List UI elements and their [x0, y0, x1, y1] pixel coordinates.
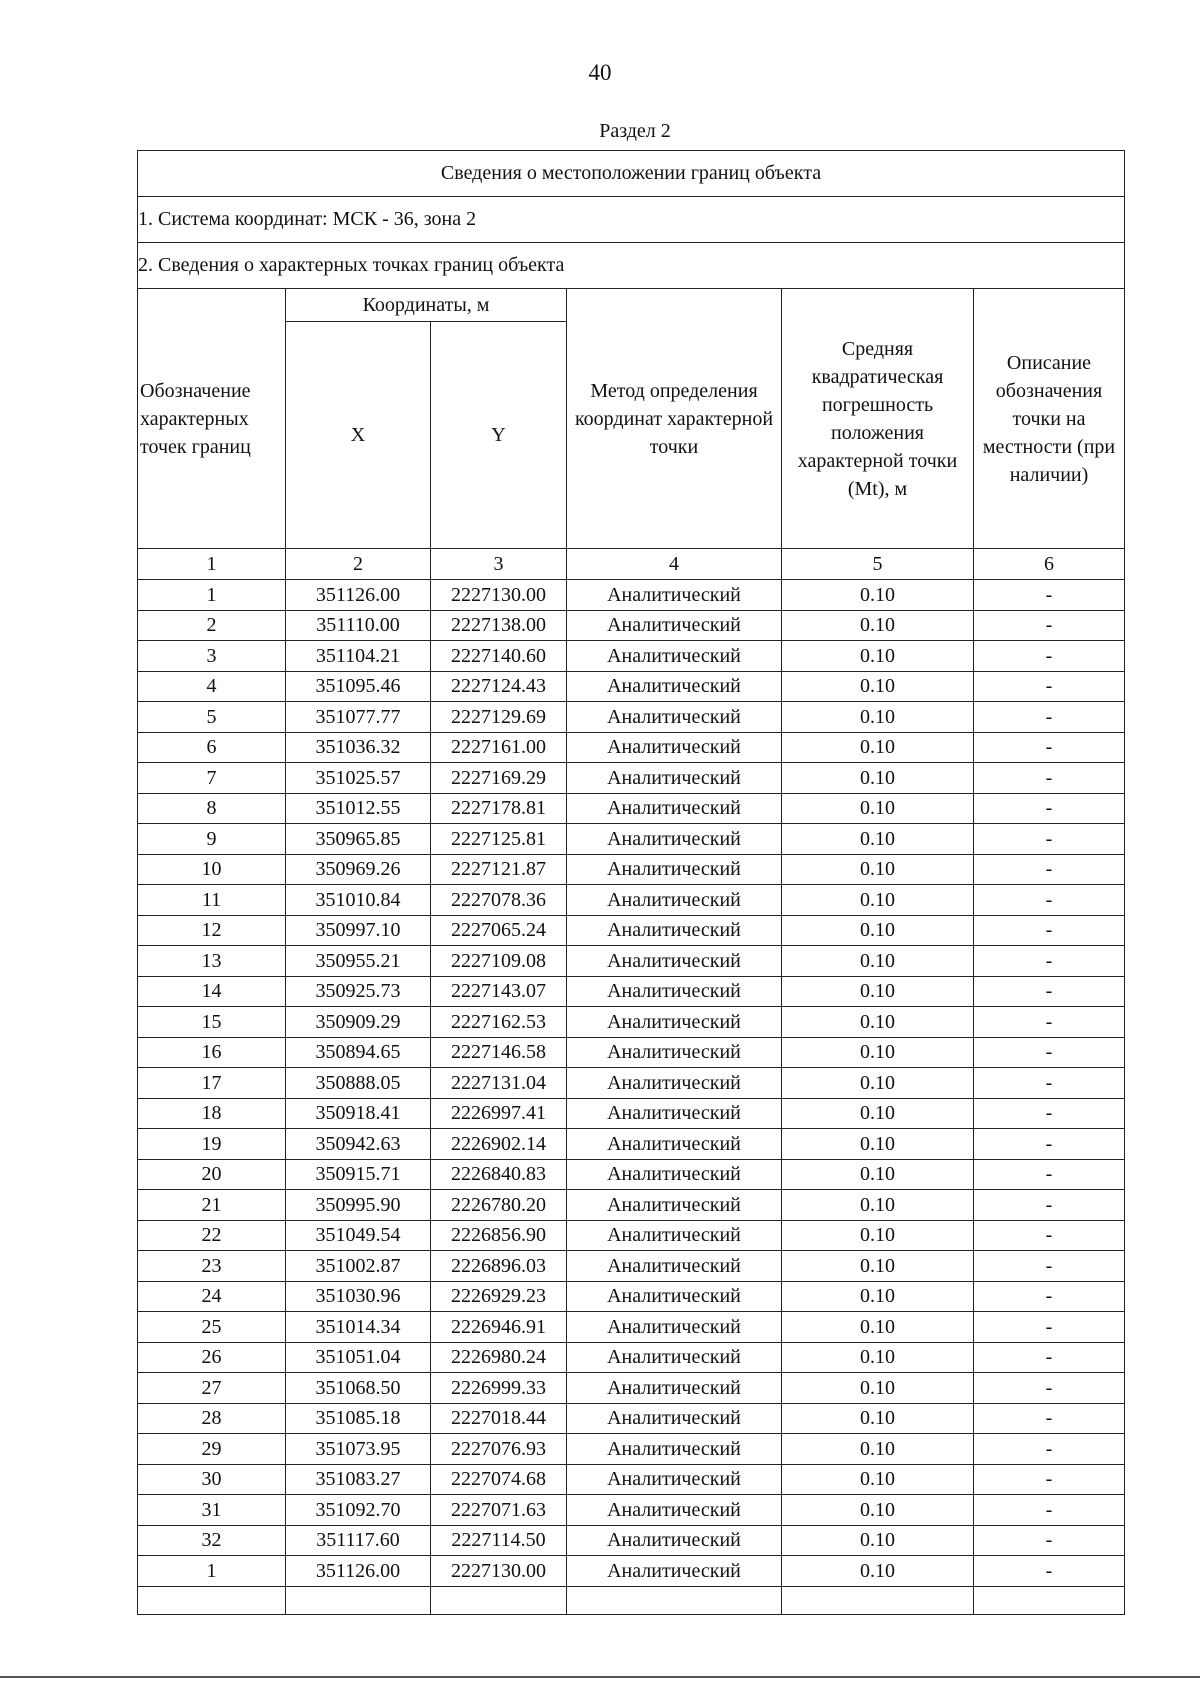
- table-row: [138, 1434, 1125, 1465]
- x-coordinate-cell: 351036.32: [286, 732, 431, 763]
- point-id-cell: 1: [138, 580, 286, 611]
- method-cell: Аналитический: [567, 1525, 782, 1556]
- table-row: [138, 1403, 1125, 1434]
- x-coordinate-cell: 351068.50: [286, 1373, 431, 1404]
- point-id-cell: 3: [138, 641, 286, 672]
- point-id-cell: 29: [138, 1434, 286, 1465]
- error-cell: 0.10: [782, 1281, 974, 1312]
- point-id-cell: 11: [138, 885, 286, 916]
- empty-cell: [431, 1586, 567, 1614]
- description-cell: -: [974, 641, 1125, 672]
- point-id-cell: 1: [138, 1556, 286, 1587]
- point-id-cell: 32: [138, 1525, 286, 1556]
- error-cell: 0.10: [782, 946, 974, 977]
- description-cell: -: [974, 1190, 1125, 1221]
- point-id-cell: 22: [138, 1220, 286, 1251]
- method-cell: Аналитический: [567, 1129, 782, 1160]
- method-cell: Аналитический: [567, 1251, 782, 1282]
- description-cell: -: [974, 1068, 1125, 1099]
- method-cell: Аналитический: [567, 976, 782, 1007]
- column-number: 1: [138, 549, 286, 580]
- description-cell: -: [974, 793, 1125, 824]
- point-id-cell: 18: [138, 1098, 286, 1129]
- empty-cell: [138, 1586, 286, 1614]
- description-cell: -: [974, 580, 1125, 611]
- column-numbers-row: [138, 549, 1125, 580]
- table-row: [138, 915, 1125, 946]
- column-number: 3: [431, 549, 567, 580]
- y-coordinate-cell: 2227161.00: [431, 732, 567, 763]
- y-coordinate-cell: 2226929.23: [431, 1281, 567, 1312]
- table-row: [138, 671, 1125, 702]
- coordinate-system: 1. Система координат: МСК - 36, зона 2: [138, 197, 1125, 243]
- table-row: [138, 641, 1125, 672]
- x-coordinate-cell: 351049.54: [286, 1220, 431, 1251]
- point-id-cell: 9: [138, 824, 286, 855]
- method-cell: Аналитический: [567, 915, 782, 946]
- description-cell: -: [974, 946, 1125, 977]
- y-coordinate-cell: 2227074.68: [431, 1464, 567, 1495]
- y-coordinate-cell: 2226780.20: [431, 1190, 567, 1221]
- table-row: [138, 610, 1125, 641]
- y-coordinate-cell: 2227124.43: [431, 671, 567, 702]
- y-coordinate-cell: 2227178.81: [431, 793, 567, 824]
- error-cell: 0.10: [782, 885, 974, 916]
- description-cell: -: [974, 1312, 1125, 1343]
- x-coordinate-cell: 351110.00: [286, 610, 431, 641]
- point-id-cell: 10: [138, 854, 286, 885]
- x-coordinate-cell: 351126.00: [286, 1556, 431, 1587]
- x-coordinate-cell: 350894.65: [286, 1037, 431, 1068]
- table-title: Сведения о местоположении границ объекта: [138, 151, 1125, 197]
- error-cell: 0.10: [782, 732, 974, 763]
- table-row: [138, 1190, 1125, 1221]
- point-id-cell: 4: [138, 671, 286, 702]
- table-row: [138, 702, 1125, 733]
- empty-cell: [782, 1586, 974, 1614]
- method-cell: Аналитический: [567, 610, 782, 641]
- error-cell: 0.10: [782, 1068, 974, 1099]
- description-cell: -: [974, 1525, 1125, 1556]
- description-cell: -: [974, 1403, 1125, 1434]
- x-coordinate-cell: 351025.57: [286, 763, 431, 794]
- x-coordinate-cell: 350915.71: [286, 1159, 431, 1190]
- method-cell: Аналитический: [567, 1556, 782, 1587]
- method-cell: Аналитический: [567, 580, 782, 611]
- point-id-cell: 19: [138, 1129, 286, 1160]
- method-cell: Аналитический: [567, 885, 782, 916]
- point-id-cell: 23: [138, 1251, 286, 1282]
- method-cell: Аналитический: [567, 641, 782, 672]
- y-coordinate-cell: 2226946.91: [431, 1312, 567, 1343]
- header-designation: Обозначение характерных точек границ: [138, 289, 286, 549]
- description-cell: -: [974, 1037, 1125, 1068]
- error-cell: 0.10: [782, 1159, 974, 1190]
- error-cell: 0.10: [782, 1129, 974, 1160]
- method-cell: Аналитический: [567, 1312, 782, 1343]
- table-row: [138, 1098, 1125, 1129]
- table-row: [138, 1281, 1125, 1312]
- table-row: [138, 824, 1125, 855]
- header-error: Средняя квадратическая погрешность положения характерной точки (Mt), м: [782, 289, 974, 549]
- error-cell: 0.10: [782, 1434, 974, 1465]
- section-label: Раздел 2: [599, 120, 671, 142]
- y-coordinate-cell: 2227138.00: [431, 610, 567, 641]
- table-row: [138, 946, 1125, 977]
- x-coordinate-cell: 350965.85: [286, 824, 431, 855]
- description-cell: -: [974, 1007, 1125, 1038]
- method-cell: Аналитический: [567, 1464, 782, 1495]
- point-id-cell: 27: [138, 1373, 286, 1404]
- table-row: [138, 1220, 1125, 1251]
- error-cell: 0.10: [782, 1525, 974, 1556]
- x-coordinate-cell: 351095.46: [286, 671, 431, 702]
- y-coordinate-cell: 2227125.81: [431, 824, 567, 855]
- footer-rule: [0, 1676, 1200, 1678]
- table-row: [138, 1464, 1125, 1495]
- description-cell: -: [974, 1495, 1125, 1526]
- y-coordinate-cell: 2227169.29: [431, 763, 567, 794]
- y-coordinate-cell: 2226999.33: [431, 1373, 567, 1404]
- error-cell: 0.10: [782, 702, 974, 733]
- point-id-cell: 5: [138, 702, 286, 733]
- x-coordinate-cell: 351085.18: [286, 1403, 431, 1434]
- table-row: [138, 976, 1125, 1007]
- method-cell: Аналитический: [567, 1373, 782, 1404]
- method-cell: Аналитический: [567, 1190, 782, 1221]
- method-cell: Аналитический: [567, 1220, 782, 1251]
- error-cell: 0.10: [782, 763, 974, 794]
- error-cell: 0.10: [782, 641, 974, 672]
- error-cell: 0.10: [782, 1495, 974, 1526]
- column-number: 2: [286, 549, 431, 580]
- x-coordinate-cell: 351010.84: [286, 885, 431, 916]
- y-coordinate-cell: 2226856.90: [431, 1220, 567, 1251]
- x-coordinate-cell: 350918.41: [286, 1098, 431, 1129]
- y-coordinate-cell: 2227162.53: [431, 1007, 567, 1038]
- error-cell: 0.10: [782, 915, 974, 946]
- y-coordinate-cell: 2227130.00: [431, 1556, 567, 1587]
- point-id-cell: 7: [138, 763, 286, 794]
- error-cell: 0.10: [782, 1342, 974, 1373]
- description-cell: -: [974, 1464, 1125, 1495]
- x-coordinate-cell: 351117.60: [286, 1525, 431, 1556]
- empty-row: [138, 1586, 1125, 1614]
- x-coordinate-cell: 350997.10: [286, 915, 431, 946]
- description-cell: -: [974, 1342, 1125, 1373]
- x-coordinate-cell: 350909.29: [286, 1007, 431, 1038]
- x-coordinate-cell: 350969.26: [286, 854, 431, 885]
- point-id-cell: 14: [138, 976, 286, 1007]
- error-cell: 0.10: [782, 1220, 974, 1251]
- y-coordinate-cell: 2227143.07: [431, 976, 567, 1007]
- error-cell: 0.10: [782, 1403, 974, 1434]
- point-id-cell: 26: [138, 1342, 286, 1373]
- x-coordinate-cell: 350942.63: [286, 1129, 431, 1160]
- error-cell: 0.10: [782, 671, 974, 702]
- method-cell: Аналитический: [567, 1159, 782, 1190]
- y-coordinate-cell: 2226896.03: [431, 1251, 567, 1282]
- y-coordinate-cell: 2227130.00: [431, 580, 567, 611]
- error-cell: 0.10: [782, 1373, 974, 1404]
- description-cell: -: [974, 732, 1125, 763]
- method-cell: Аналитический: [567, 1281, 782, 1312]
- method-cell: Аналитический: [567, 763, 782, 794]
- error-cell: 0.10: [782, 1007, 974, 1038]
- description-cell: -: [974, 1251, 1125, 1282]
- method-cell: Аналитический: [567, 946, 782, 977]
- table-row: [138, 763, 1125, 794]
- y-coordinate-cell: 2227140.60: [431, 641, 567, 672]
- error-cell: 0.10: [782, 1098, 974, 1129]
- x-coordinate-cell: 351014.34: [286, 1312, 431, 1343]
- column-number: 5: [782, 549, 974, 580]
- point-id-cell: 16: [138, 1037, 286, 1068]
- description-cell: -: [974, 671, 1125, 702]
- error-cell: 0.10: [782, 1464, 974, 1495]
- x-coordinate-cell: 350995.90: [286, 1190, 431, 1221]
- point-id-cell: 28: [138, 1403, 286, 1434]
- method-cell: Аналитический: [567, 824, 782, 855]
- table-row: [138, 1525, 1125, 1556]
- table-row: [138, 1129, 1125, 1160]
- method-cell: Аналитический: [567, 702, 782, 733]
- method-cell: Аналитический: [567, 793, 782, 824]
- y-coordinate-cell: 2227076.93: [431, 1434, 567, 1465]
- description-cell: -: [974, 976, 1125, 1007]
- method-cell: Аналитический: [567, 1037, 782, 1068]
- method-cell: Аналитический: [567, 671, 782, 702]
- header-coordinates: Координаты, м: [286, 289, 567, 322]
- description-cell: -: [974, 1434, 1125, 1465]
- description-cell: -: [974, 915, 1125, 946]
- description-cell: -: [974, 1159, 1125, 1190]
- error-cell: 0.10: [782, 1556, 974, 1587]
- table-row: [138, 1556, 1125, 1587]
- table-row: [138, 1251, 1125, 1282]
- x-coordinate-cell: 351012.55: [286, 793, 431, 824]
- description-cell: -: [974, 1129, 1125, 1160]
- method-cell: Аналитический: [567, 1495, 782, 1526]
- method-cell: Аналитический: [567, 1007, 782, 1038]
- table-row: [138, 732, 1125, 763]
- description-cell: -: [974, 1281, 1125, 1312]
- y-coordinate-cell: 2226840.83: [431, 1159, 567, 1190]
- point-id-cell: 8: [138, 793, 286, 824]
- x-coordinate-cell: 350888.05: [286, 1068, 431, 1099]
- point-id-cell: 17: [138, 1068, 286, 1099]
- table-row: [138, 1007, 1125, 1038]
- error-cell: 0.10: [782, 1037, 974, 1068]
- table-row: [138, 580, 1125, 611]
- method-cell: Аналитический: [567, 854, 782, 885]
- x-coordinate-cell: 351126.00: [286, 580, 431, 611]
- error-cell: 0.10: [782, 793, 974, 824]
- table-row: [138, 885, 1125, 916]
- y-coordinate-cell: 2226902.14: [431, 1129, 567, 1160]
- y-coordinate-cell: 2227129.69: [431, 702, 567, 733]
- description-cell: -: [974, 1098, 1125, 1129]
- y-coordinate-cell: 2227109.08: [431, 946, 567, 977]
- method-cell: Аналитический: [567, 1342, 782, 1373]
- method-cell: Аналитический: [567, 1403, 782, 1434]
- y-coordinate-cell: 2227078.36: [431, 885, 567, 916]
- y-coordinate-cell: 2227065.24: [431, 915, 567, 946]
- point-id-cell: 20: [138, 1159, 286, 1190]
- point-id-cell: 15: [138, 1007, 286, 1038]
- table-row: [138, 1495, 1125, 1526]
- points-heading: 2. Сведения о характерных точках границ объекта: [138, 243, 1125, 289]
- method-cell: Аналитический: [567, 1434, 782, 1465]
- error-cell: 0.10: [782, 610, 974, 641]
- error-cell: 0.10: [782, 854, 974, 885]
- y-coordinate-cell: 2227121.87: [431, 854, 567, 885]
- description-cell: -: [974, 610, 1125, 641]
- table-row: [138, 1312, 1125, 1343]
- table-row: [138, 854, 1125, 885]
- method-cell: Аналитический: [567, 732, 782, 763]
- x-coordinate-cell: 351104.21: [286, 641, 431, 672]
- point-id-cell: 21: [138, 1190, 286, 1221]
- description-cell: -: [974, 1373, 1125, 1404]
- point-id-cell: 12: [138, 915, 286, 946]
- empty-cell: [567, 1586, 782, 1614]
- column-number: 6: [974, 549, 1125, 580]
- point-id-cell: 25: [138, 1312, 286, 1343]
- empty-cell: [974, 1586, 1125, 1614]
- column-number: 4: [567, 549, 782, 580]
- y-coordinate-cell: 2227071.63: [431, 1495, 567, 1526]
- boundary-points-table: [137, 150, 1125, 1615]
- error-cell: 0.10: [782, 1312, 974, 1343]
- x-coordinate-cell: 351083.27: [286, 1464, 431, 1495]
- table-row: [138, 1037, 1125, 1068]
- x-coordinate-cell: 350925.73: [286, 976, 431, 1007]
- description-cell: -: [974, 824, 1125, 855]
- page-number: 40: [588, 60, 612, 85]
- method-cell: Аналитический: [567, 1098, 782, 1129]
- y-coordinate-cell: 2226997.41: [431, 1098, 567, 1129]
- table-row: [138, 793, 1125, 824]
- description-cell: -: [974, 854, 1125, 885]
- header-y: Y: [431, 322, 567, 549]
- description-cell: -: [974, 1220, 1125, 1251]
- y-coordinate-cell: 2227131.04: [431, 1068, 567, 1099]
- error-cell: 0.10: [782, 1251, 974, 1282]
- description-cell: -: [974, 763, 1125, 794]
- table-row: [138, 1159, 1125, 1190]
- header-method: Метод определения координат характерной точки: [567, 289, 782, 549]
- y-coordinate-cell: 2227146.58: [431, 1037, 567, 1068]
- table-row: [138, 1342, 1125, 1373]
- y-coordinate-cell: 2227018.44: [431, 1403, 567, 1434]
- point-id-cell: 30: [138, 1464, 286, 1495]
- x-coordinate-cell: 351077.77: [286, 702, 431, 733]
- description-cell: -: [974, 702, 1125, 733]
- error-cell: 0.10: [782, 1190, 974, 1221]
- point-id-cell: 2: [138, 610, 286, 641]
- method-cell: Аналитический: [567, 1068, 782, 1099]
- y-coordinate-cell: 2226980.24: [431, 1342, 567, 1373]
- empty-cell: [286, 1586, 431, 1614]
- header-description: Описание обозначения точки на местности (при наличии): [974, 289, 1125, 549]
- point-id-cell: 6: [138, 732, 286, 763]
- error-cell: 0.10: [782, 976, 974, 1007]
- x-coordinate-cell: 350955.21: [286, 946, 431, 977]
- description-cell: -: [974, 1556, 1125, 1587]
- x-coordinate-cell: 351092.70: [286, 1495, 431, 1526]
- header-x: X: [286, 322, 431, 549]
- error-cell: 0.10: [782, 580, 974, 611]
- point-id-cell: 13: [138, 946, 286, 977]
- description-cell: -: [974, 885, 1125, 916]
- point-id-cell: 31: [138, 1495, 286, 1526]
- point-id-cell: 24: [138, 1281, 286, 1312]
- y-coordinate-cell: 2227114.50: [431, 1525, 567, 1556]
- x-coordinate-cell: 351073.95: [286, 1434, 431, 1465]
- x-coordinate-cell: 351051.04: [286, 1342, 431, 1373]
- error-cell: 0.10: [782, 824, 974, 855]
- table-row: [138, 1373, 1125, 1404]
- table-row: [138, 1068, 1125, 1099]
- x-coordinate-cell: 351030.96: [286, 1281, 431, 1312]
- x-coordinate-cell: 351002.87: [286, 1251, 431, 1282]
